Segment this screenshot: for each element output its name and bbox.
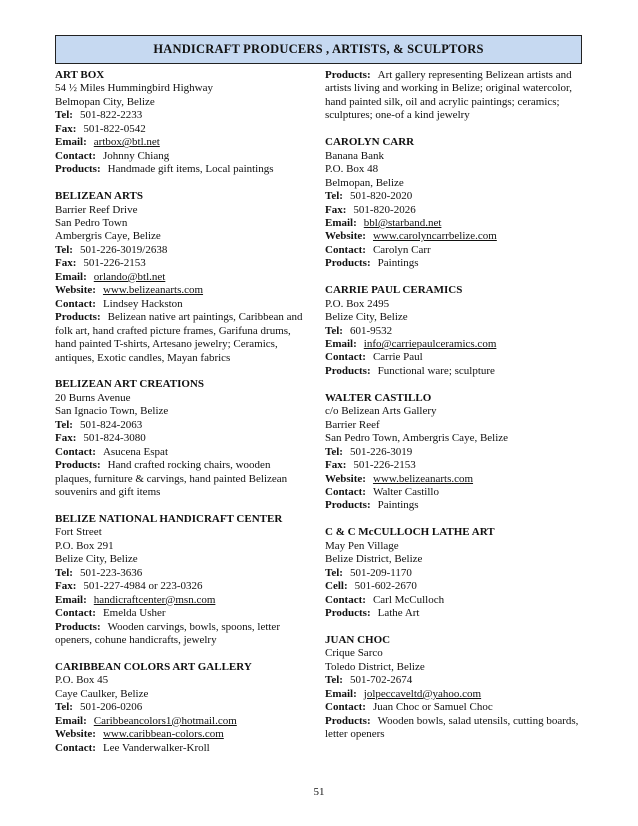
- email-link[interactable]: jolpeccaveltd@yahoo.com: [363, 687, 482, 700]
- contact-label: Contact:: [325, 701, 366, 714]
- address-line: Fort Street: [55, 526, 102, 539]
- tel-value: 501-226-3019/2638: [79, 243, 168, 256]
- tel-label: Tel:: [55, 566, 73, 579]
- contact-line: [325, 701, 587, 714]
- listing-name: CAROLYN CARR: [325, 136, 415, 149]
- products-label: Products:: [325, 607, 371, 620]
- fax-line: [55, 257, 305, 270]
- contact-value: Carolyn Carr: [372, 243, 431, 256]
- products-label: Products:: [325, 364, 371, 377]
- website-line: [325, 230, 587, 243]
- contact-label: Contact:: [55, 607, 96, 620]
- fax-value: 501-824-3080: [83, 432, 146, 445]
- right-column: [325, 69, 587, 755]
- left-column: [55, 69, 305, 768]
- tel-label: Tel:: [325, 445, 343, 458]
- listing-name: BELIZEAN ART CREATIONS: [55, 378, 204, 391]
- fax-value: 501-227-4984 or 223-0326: [83, 580, 203, 593]
- tel-value: 501-206-0206: [79, 701, 143, 714]
- cell-line: [325, 580, 587, 593]
- tel-label: Tel:: [325, 190, 343, 203]
- website-line: [55, 728, 305, 741]
- website-link[interactable]: www.carolyncarrbelize.com: [372, 230, 497, 243]
- fax-value: 501-226-2153: [83, 257, 146, 270]
- fax-line: [55, 580, 305, 593]
- products-value: Paintings: [377, 257, 419, 270]
- tel-line: [325, 674, 587, 687]
- address-line: Barrier Reef Drive: [55, 203, 138, 216]
- products-line: [55, 459, 305, 499]
- website-label: Website:: [55, 728, 96, 741]
- products-line: [325, 715, 587, 742]
- listing-entry: [325, 392, 587, 513]
- tel-label: Tel:: [325, 324, 343, 337]
- listing-entry: [325, 284, 587, 378]
- contact-value: Asucena Espat: [102, 445, 168, 458]
- contact-line: [55, 742, 305, 755]
- email-line: [55, 715, 305, 728]
- listing-name: CARIBBEAN COLORS ART GALLERY: [55, 660, 252, 673]
- tel-line: [55, 244, 305, 257]
- tel-label: Tel:: [55, 109, 73, 122]
- products-label: Products:: [325, 257, 371, 270]
- listing-entry: [325, 526, 587, 620]
- address-line: P.O. Box 2495: [325, 297, 390, 310]
- email-link[interactable]: bbl@starband.net: [363, 216, 442, 229]
- address-line: Crique Sarco: [325, 647, 383, 660]
- tel-value: 501-702-2674: [349, 674, 413, 687]
- listing-name: C & C McCULLOCH LATHE ART: [325, 526, 495, 539]
- website-link[interactable]: www.caribbean-colors.com: [102, 728, 224, 741]
- tel-line: [55, 567, 305, 580]
- tel-value: 501-822-2233: [79, 109, 143, 122]
- contact-value: Lee Vanderwalker-Kroll: [102, 741, 210, 754]
- listing-name: WALTER CASTILLO: [325, 391, 432, 404]
- website-line: [55, 284, 305, 297]
- contact-label: Contact:: [55, 149, 96, 162]
- address-line: P.O. Box 48: [325, 163, 379, 176]
- contact-label: Contact:: [55, 297, 96, 310]
- fax-line: [55, 123, 305, 136]
- address-line: Caye Caulker, Belize: [55, 687, 149, 700]
- tel-line: [325, 567, 587, 580]
- tel-value: 601-9532: [349, 324, 393, 337]
- products-line: [325, 499, 587, 512]
- products-value: Belizean native art paintings, Caribbean and folk art, hand crafted picture frames, Garifuna drums, hand painted T-shirts, Artesano jewelry; Ceramics, antiques, Exotic candles, Mayan fabrics: [55, 311, 303, 364]
- contact-label: Contact:: [325, 593, 366, 606]
- contact-value: Emelda Usher: [102, 607, 166, 620]
- email-line: [55, 594, 305, 607]
- contact-line: [325, 486, 587, 499]
- contact-label: Contact:: [325, 243, 366, 256]
- contact-label: Contact:: [55, 741, 96, 754]
- fax-line: [55, 432, 305, 445]
- fax-label: Fax:: [325, 203, 347, 216]
- products-value: Functional ware; sculpture: [377, 364, 495, 377]
- products-label: Products:: [55, 311, 101, 324]
- tel-line: [325, 325, 587, 338]
- address-line: Belmopan, Belize: [325, 176, 404, 189]
- fax-value: 501-226-2153: [353, 459, 416, 472]
- email-line: [325, 338, 587, 351]
- products-value: Handmade gift items, Local paintings: [107, 163, 274, 176]
- email-line: [55, 136, 305, 149]
- tel-value: 501-223-3636: [79, 566, 143, 579]
- tel-label: Tel:: [55, 701, 73, 714]
- listing-entry: [55, 69, 305, 177]
- products-label: Products:: [55, 459, 101, 472]
- email-link[interactable]: artbox@btl.net: [93, 136, 160, 149]
- products-line: [325, 69, 587, 123]
- products-line: [325, 257, 587, 270]
- contact-line: [325, 594, 587, 607]
- address-line: May Pen Village: [325, 539, 399, 552]
- cell-value: 501-602-2670: [354, 580, 417, 593]
- products-value: Hand crafted rocking chairs, wooden plaques, furniture & carvings, hand painted Belizean souvenirs and gift items: [55, 459, 288, 499]
- tel-label: Tel:: [55, 418, 73, 431]
- fax-line: [325, 204, 587, 217]
- email-label: Email:: [55, 270, 87, 283]
- contact-value: Juan Choc or Samuel Choc: [372, 701, 493, 714]
- email-label: Email:: [55, 714, 87, 727]
- email-label: Email:: [325, 216, 357, 229]
- products-value: Art gallery representing Belizean artists and artists living and working in Belize; original watercolor, hand painted silk, oil and acrylic paintings; ceramics; sculptures; one-of a kind jewelry: [325, 69, 573, 122]
- tel-line: [55, 109, 305, 122]
- tel-value: 501-209-1170: [349, 566, 412, 579]
- tel-value: 501-226-3019: [349, 445, 413, 458]
- section-header: HANDICRAFT PRODUCERS , ARTISTS, & SCULPTORS: [55, 35, 582, 64]
- address-line: San Ignacio Town, Belize: [55, 405, 169, 418]
- listing-name: CARRIE PAUL CERAMICS: [325, 284, 463, 297]
- address-line: Banana Bank: [325, 149, 384, 162]
- listing-entry: [325, 634, 587, 742]
- listing-entry: [325, 69, 587, 123]
- website-label: Website:: [55, 284, 96, 297]
- contact-value: Johnny Chiang: [102, 149, 170, 162]
- listing-entry: [55, 661, 305, 755]
- website-label: Website:: [325, 230, 366, 243]
- website-link[interactable]: www.belizeanarts.com: [102, 284, 204, 297]
- contact-label: Contact:: [325, 486, 366, 498]
- address-line: P.O. Box 291: [55, 539, 114, 552]
- products-line: [55, 311, 305, 365]
- listing-name: JUAN CHOC: [325, 633, 391, 646]
- address-line: Belize City, Belize: [55, 553, 138, 566]
- tel-label: Tel:: [325, 674, 343, 687]
- listing-name: ART BOX: [55, 69, 105, 81]
- email-link[interactable]: Caribbeancolors1@hotmail.com: [93, 714, 237, 727]
- fax-label: Fax:: [325, 459, 347, 472]
- contact-line: [325, 244, 587, 257]
- address-line: P.O. Box 45: [55, 674, 109, 687]
- address-line: Belize City, Belize: [325, 311, 408, 324]
- tel-line: [325, 190, 587, 203]
- fax-label: Fax:: [55, 257, 77, 270]
- email-label: Email:: [325, 687, 357, 700]
- address-line: Belmopan City, Belize: [55, 95, 155, 108]
- products-value: Lathe Art: [377, 607, 420, 620]
- contact-line: [55, 607, 305, 620]
- tel-value: 501-820-2020: [349, 190, 413, 203]
- page-number: 51: [313, 786, 325, 798]
- tel-label: Tel:: [55, 243, 73, 256]
- email-link[interactable]: handicraftcenter@msn.com: [93, 593, 216, 606]
- address-line: Barrier Reef: [325, 418, 380, 431]
- address-line: Ambergris Caye, Belize: [55, 230, 161, 243]
- tel-line: [55, 701, 305, 714]
- tel-value: 501-824-2063: [79, 418, 143, 431]
- address-line: Belize District, Belize: [325, 553, 423, 566]
- cell-label: Cell:: [325, 580, 348, 593]
- fax-line: [325, 459, 587, 472]
- address-line: Toledo District, Belize: [325, 660, 425, 673]
- address-line: 54 ½ Miles Hummingbird Highway: [55, 82, 213, 95]
- website-label: Website:: [325, 472, 366, 485]
- tel-line: [55, 419, 305, 432]
- fax-value: 501-822-0542: [83, 122, 146, 135]
- website-link[interactable]: www.belizeanarts.com: [372, 472, 474, 485]
- address-line: San Pedro Town, Ambergris Caye, Belize: [325, 432, 509, 445]
- email-label: Email:: [325, 338, 357, 351]
- listing-name: BELIZE NATIONAL HANDICRAFT CENTER: [55, 512, 283, 525]
- address-line: 20 Burns Avenue: [55, 391, 131, 404]
- listing-entry: [325, 136, 587, 271]
- email-label: Email:: [55, 593, 87, 606]
- products-value: Wooden carvings, bowls, spoons, letter openers, cohune handicrafts, jewelry: [55, 620, 280, 646]
- contact-value: Carrie Paul: [372, 351, 423, 364]
- products-line: [325, 365, 587, 378]
- fax-label: Fax:: [55, 122, 77, 135]
- address-line: San Pedro Town: [55, 216, 128, 229]
- address-line: c/o Belizean Arts Gallery: [325, 405, 437, 418]
- contact-line: [55, 150, 305, 163]
- email-label: Email:: [55, 136, 87, 149]
- contact-line: [55, 298, 305, 311]
- email-link[interactable]: info@carriepaulceramics.com: [363, 338, 497, 351]
- products-line: [55, 621, 305, 648]
- email-line: [325, 688, 587, 701]
- contact-line: [325, 351, 587, 364]
- tel-line: [325, 446, 587, 459]
- fax-value: 501-820-2026: [353, 203, 416, 216]
- products-value: Wooden bowls, salad utensils, cutting boards, letter openers: [325, 714, 579, 741]
- products-label: Products:: [55, 620, 101, 633]
- tel-label: Tel:: [325, 566, 343, 579]
- products-label: Products:: [325, 499, 371, 512]
- listing-name: BELIZEAN ARTS: [55, 190, 143, 203]
- listing-entry: [55, 513, 305, 648]
- listing-entry: [55, 378, 305, 499]
- contact-label: Contact:: [55, 445, 96, 458]
- products-label: Products:: [55, 163, 101, 176]
- email-line: [325, 217, 587, 230]
- contact-value: Lindsey Hackston: [102, 297, 183, 310]
- products-line: [325, 607, 587, 620]
- fax-label: Fax:: [55, 580, 77, 593]
- contact-line: [55, 446, 305, 459]
- products-label: Products:: [325, 714, 371, 727]
- products-line: [55, 163, 305, 176]
- products-value: Paintings: [377, 499, 419, 512]
- contact-value: Carl McCulloch: [372, 593, 445, 606]
- contact-label: Contact:: [325, 351, 366, 364]
- products-label: Products:: [325, 69, 371, 81]
- listing-entry: [55, 190, 305, 365]
- website-line: [325, 473, 587, 486]
- email-link[interactable]: orlando@btl.net: [93, 270, 166, 283]
- contact-value: Walter Castillo: [372, 486, 439, 498]
- email-line: [55, 271, 305, 284]
- fax-label: Fax:: [55, 432, 77, 445]
